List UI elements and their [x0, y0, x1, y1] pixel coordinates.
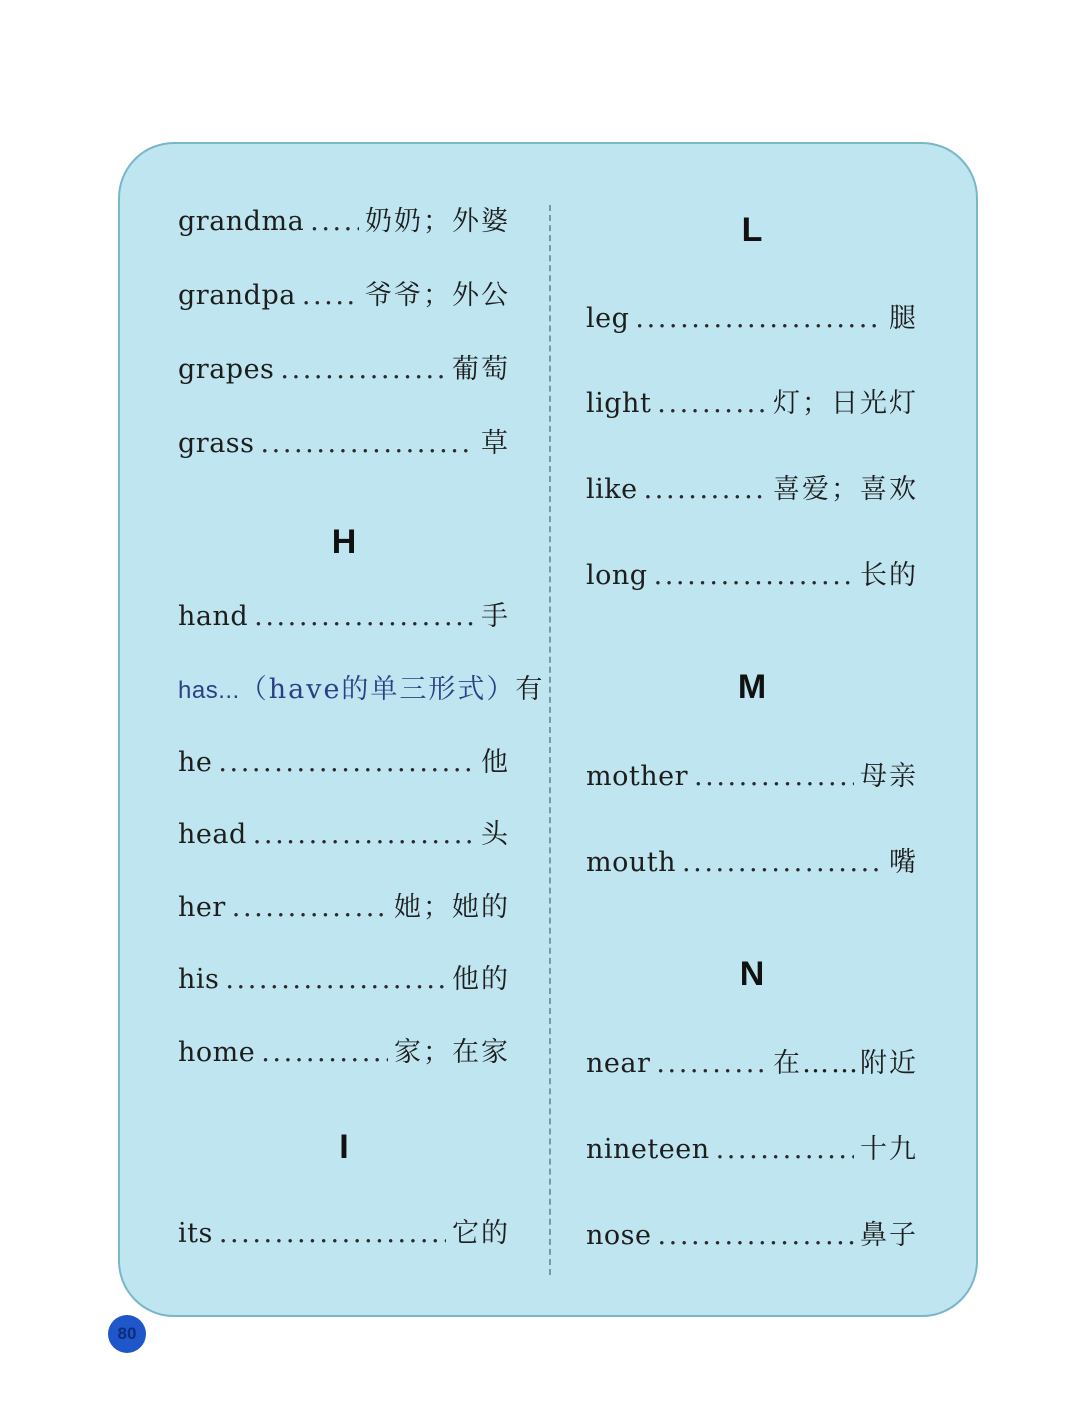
- entry-word: grapes: [178, 354, 275, 385]
- leader-dots: [716, 1136, 854, 1163]
- entry-leg: [586, 305, 918, 332]
- entry-word: home: [178, 1037, 256, 1068]
- entry-meaning: 爷爷；外公: [365, 280, 510, 311]
- entry-meaning: [240, 676, 545, 703]
- entry-meaning: 灯；日光灯: [773, 388, 918, 419]
- entry-meaning: 鼻子: [860, 1220, 918, 1251]
- leader-dots: [280, 356, 446, 383]
- entry-meaning: 母亲: [860, 761, 918, 792]
- section-letter-h: H: [331, 523, 357, 561]
- entry-hand: [178, 603, 510, 630]
- section-letter-n: N: [739, 955, 765, 993]
- entry-meaning: 长的: [860, 560, 918, 591]
- leader-dots: [261, 430, 476, 457]
- entry-his: [178, 966, 510, 993]
- entry-meaning: 它的: [452, 1218, 510, 1249]
- entry-head: [178, 821, 510, 848]
- entry-has: [178, 674, 545, 705]
- leader-dots: [644, 476, 767, 503]
- leader-dots: [682, 849, 883, 876]
- entry-meaning-note: （have的单三形式）: [239, 674, 516, 705]
- entry-her: [178, 894, 510, 921]
- entry-word: its: [178, 1218, 213, 1249]
- leader-dots: [657, 1222, 854, 1249]
- entry-meaning: 她；她的: [394, 892, 510, 923]
- entry-word: nose: [586, 1220, 652, 1251]
- entry-meaning: 腿: [889, 303, 918, 334]
- leader-dots: [232, 894, 388, 921]
- leader-dots: [694, 763, 854, 790]
- entry-meaning: 头: [481, 819, 510, 850]
- entry-like: [586, 476, 918, 503]
- leader-dots: [656, 1050, 767, 1077]
- entry-meaning: 喜爱；喜欢: [773, 474, 918, 505]
- entry-word: mouth: [586, 847, 676, 878]
- entry-grandpa: [178, 282, 510, 309]
- entry-word: head: [178, 819, 247, 850]
- entry-word: grandma: [178, 206, 305, 237]
- entry-meaning: 家；在家: [394, 1037, 510, 1068]
- entry-meaning: 他: [481, 747, 510, 778]
- entry-meaning: 十九: [860, 1134, 918, 1165]
- leader-dots: [310, 208, 359, 235]
- entry-nineteen: [586, 1136, 918, 1163]
- entry-word: nineteen: [586, 1134, 710, 1165]
- entry-word: grass: [178, 428, 255, 459]
- entry-home: [178, 1039, 510, 1066]
- entry-meaning: 葡萄: [452, 354, 510, 385]
- entry-meaning: 手: [481, 601, 510, 632]
- leader-dots: [654, 562, 854, 589]
- entry-mouth: [586, 849, 918, 876]
- entry-meaning: 他的: [452, 964, 510, 995]
- leader-dots: [254, 603, 475, 630]
- leader-dots: [302, 282, 359, 309]
- leader-dots: [261, 1039, 388, 1066]
- entry-word: grandpa: [178, 280, 296, 311]
- column-divider: [549, 205, 551, 1275]
- leader-dots: [219, 1220, 446, 1247]
- entry-word: long: [586, 560, 648, 591]
- entry-word: mother: [586, 761, 688, 792]
- entry-word: near: [586, 1048, 651, 1079]
- entry-grandma: [178, 208, 510, 235]
- leader-dots: [253, 821, 475, 848]
- entry-grass: [178, 430, 510, 457]
- section-letter-l: L: [741, 211, 763, 249]
- entry-word: like: [586, 474, 638, 505]
- entry-word: her: [178, 892, 226, 923]
- leader-dots: [218, 749, 475, 776]
- entry-long: [586, 562, 918, 589]
- entry-mother: [586, 763, 918, 790]
- entry-word: light: [586, 388, 652, 419]
- leader-dots: [657, 390, 767, 417]
- entry-meaning: 草: [481, 428, 510, 459]
- entry-he: [178, 749, 510, 776]
- entry-meaning-tail: 有: [515, 674, 545, 705]
- entry-word: leg: [586, 303, 630, 334]
- page-number-badge: 80: [108, 1315, 146, 1353]
- entry-nose: [586, 1222, 918, 1249]
- entry-light: [586, 390, 918, 417]
- leader-dots: [225, 966, 446, 993]
- section-letter-i: I: [339, 1128, 349, 1166]
- entry-word: his: [178, 964, 220, 995]
- entry-grapes: [178, 356, 510, 383]
- entry-its: [178, 1220, 510, 1247]
- section-letter-m: M: [737, 668, 767, 706]
- entry-word: he: [178, 747, 213, 778]
- entry-word: hand: [178, 601, 249, 632]
- leader-dots: [635, 305, 883, 332]
- entry-meaning: 嘴: [889, 847, 918, 878]
- entry-meaning: 奶奶；外婆: [365, 206, 510, 237]
- entry-near: [586, 1050, 918, 1077]
- entry-meaning: 在……附近: [773, 1048, 918, 1079]
- entry-word: has...: [178, 677, 240, 704]
